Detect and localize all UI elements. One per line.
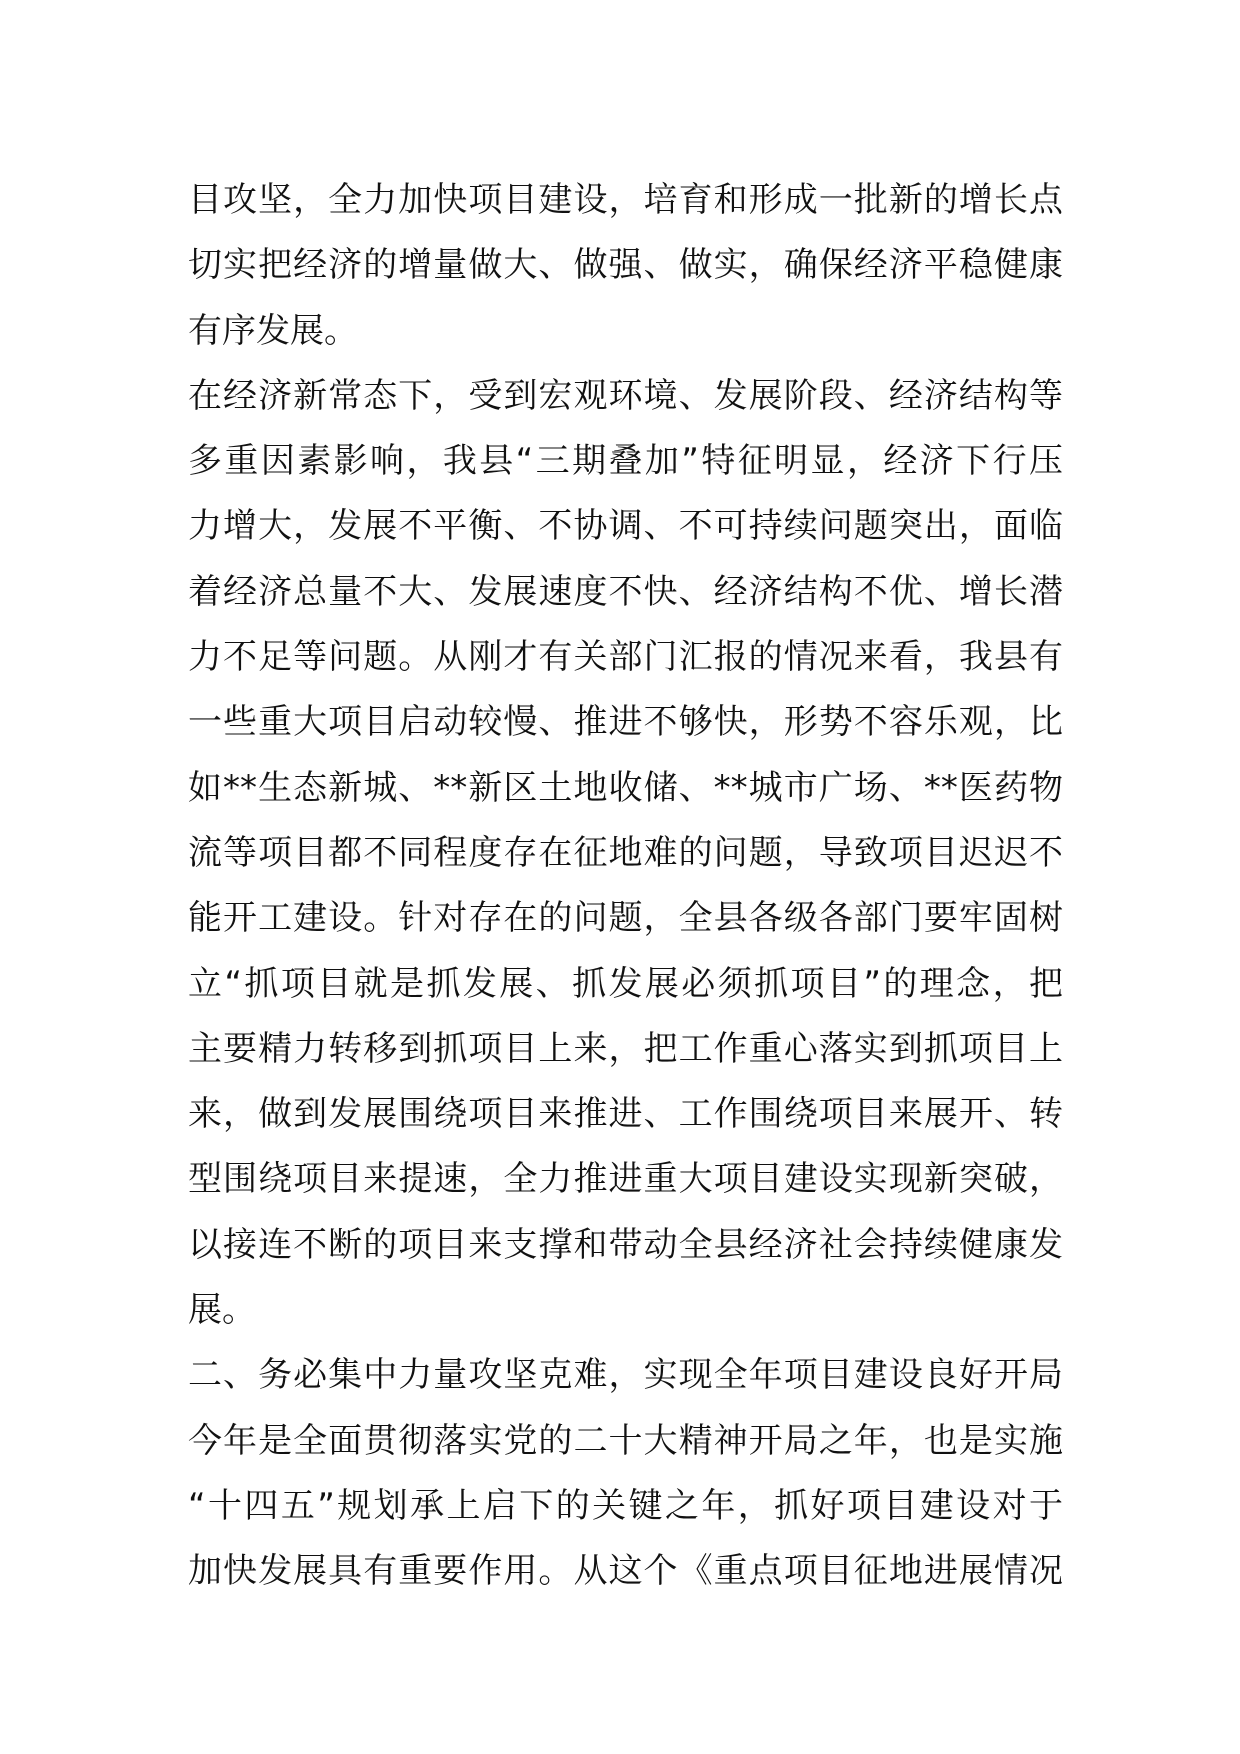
text-line: 切实把经济的增量做大、做强、做实，确保经济平稳健康 <box>188 245 1063 286</box>
text-line: “十四五”规划承上启下的关键之年，抓好项目建设对于 <box>188 1485 1063 1526</box>
text-line: 加快发展具有重要作用。从这个《重点项目征地进展情况 <box>188 1551 1063 1592</box>
text-line: 能开工建设。针对存在的问题，全县各级各部门要牢固树 <box>188 898 1063 939</box>
text-line: 主要精力转移到抓项目上来，把工作重心落实到抓项目上 <box>188 1028 1063 1069</box>
text-line: 力增大，发展不平衡、不协调、不可持续问题突出，面临 <box>188 506 1063 547</box>
body-text <box>188 168 1063 1605</box>
text-line: 以接连不断的项目来支撑和带动全县经济社会持续健康发 <box>188 1224 1063 1265</box>
text-line: 在经济新常态下，受到宏观环境、发展阶段、经济结构等 <box>188 375 1063 416</box>
text-line: 如**生态新城、**新区土地收储、**城市广场、**医药物 <box>188 767 1063 808</box>
text-line: 有序发展。 <box>188 310 358 351</box>
text-line: 着经济总量不大、发展速度不快、经济结构不优、增长潜 <box>188 571 1063 612</box>
text-line: 今年是全面贯彻落实党的二十大精神开局之年，也是实施 <box>188 1420 1063 1461</box>
text-line: 来，做到发展围绕项目来推进、工作围绕项目来展开、转 <box>188 1094 1063 1135</box>
text-line: 目攻坚，全力加快项目建设，培育和形成一批新的增长点 <box>188 180 1063 220</box>
section-heading: 二、务必集中力量攻坚克难，实现全年项目建设良好开局 <box>188 1355 1063 1396</box>
text-line: 一些重大项目启动较慢、推进不够快，形势不容乐观，比 <box>188 702 1063 743</box>
text-line: 型围绕项目来提速，全力推进重大项目建设实现新突破， <box>188 1159 1063 1200</box>
text-line: 力不足等问题。从刚才有关部门汇报的情况来看，我县有 <box>188 637 1063 678</box>
text-line: 多重因素影响，我县“三期叠加”特征明显，经济下行压 <box>188 441 1063 482</box>
text-line: 展。 <box>188 1290 256 1331</box>
text-line: 立“抓项目就是抓发展、抓发展必须抓项目”的理念，把 <box>188 963 1063 1004</box>
text-line: 流等项目都不同程度存在征地难的问题，导致项目迟迟不 <box>188 832 1063 873</box>
